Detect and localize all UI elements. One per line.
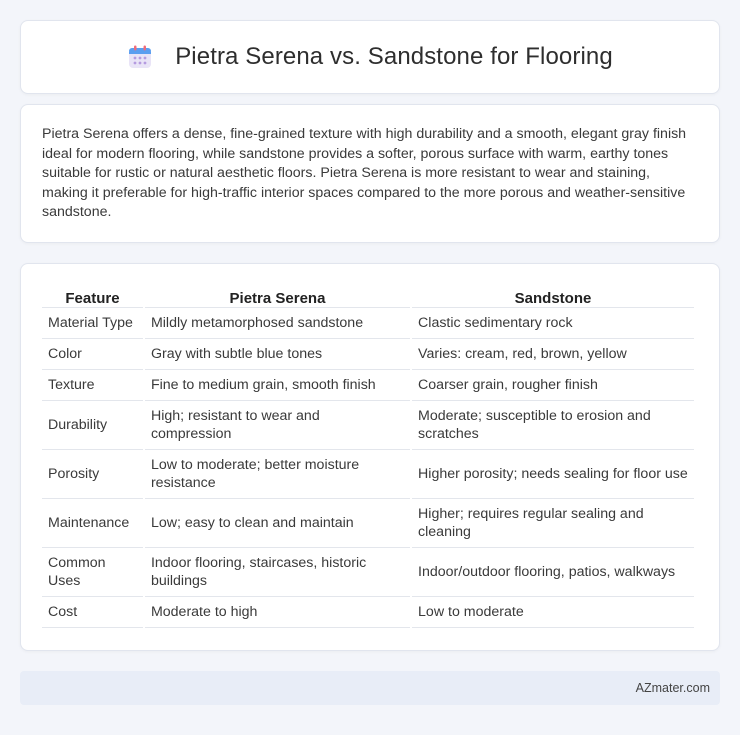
summary-text: Pietra Serena offers a dense, fine-grained texture with high durability and a smooth, elegant gray finish ideal for modern flooring, while sandstone provides a softer, porous surface with warm, earthy tones suitable for rustic or natural aesthetic floors. Pietra Serena is more resistant to wear and staining, making it preferable for high-traffic interior spaces compared to the more porous and weather-sensitive sandstone. <box>42 126 687 220</box>
footer-site-name: AZmater.com <box>635 681 710 695</box>
sandstone-cell: Moderate; susceptible to erosion and scratches <box>412 401 694 450</box>
sandstone-cell: Low to moderate <box>412 597 694 628</box>
feature-cell: Cost <box>42 597 143 628</box>
feature-cell: Material Type <box>42 308 143 339</box>
sandstone-cell: Indoor/outdoor flooring, patios, walkways <box>412 548 694 597</box>
summary-card <box>20 104 720 243</box>
pietra-serena-cell: Moderate to high <box>145 597 410 628</box>
table-row <box>42 308 694 339</box>
title-card <box>20 20 720 94</box>
table-row <box>42 450 694 499</box>
table-row <box>42 499 694 548</box>
table-row <box>42 339 694 370</box>
table-row <box>42 548 694 597</box>
sandstone-cell: Clastic sedimentary rock <box>412 308 694 339</box>
sandstone-cell: Higher porosity; needs sealing for floor use <box>412 450 694 499</box>
feature-cell: Texture <box>42 370 143 401</box>
sandstone-cell: Higher; requires regular sealing and cleaning <box>412 499 694 548</box>
footer <box>20 671 720 705</box>
comparison-table <box>40 286 696 628</box>
feature-cell: Durability <box>42 401 143 450</box>
pietra-serena-cell: Indoor flooring, staircases, historic buildings <box>145 548 410 597</box>
column-header-feature: Feature <box>42 286 143 308</box>
feature-cell: Porosity <box>42 450 143 499</box>
pietra-serena-cell: Fine to medium grain, smooth finish <box>145 370 410 401</box>
table-row <box>42 370 694 401</box>
pietra-serena-cell: High; resistant to wear and compression <box>145 401 410 450</box>
sandstone-cell: Coarser grain, rougher finish <box>412 370 694 401</box>
pietra-serena-cell: Low to moderate; better moisture resistance <box>145 450 410 499</box>
feature-cell: Color <box>42 339 143 370</box>
pietra-serena-cell: Gray with subtle blue tones <box>145 339 410 370</box>
pietra-serena-cell: Mildly metamorphosed sandstone <box>145 308 410 339</box>
sandstone-cell: Varies: cream, red, brown, yellow <box>412 339 694 370</box>
pietra-serena-cell: Low; easy to clean and maintain <box>145 499 410 548</box>
table-row <box>42 401 694 450</box>
calendar-icon <box>127 44 153 70</box>
column-header-sandstone: Sandstone <box>412 286 694 308</box>
table-header-row <box>42 286 694 308</box>
page-title: Pietra Serena vs. Sandstone for Flooring <box>175 43 613 70</box>
column-header-pietra-serena: Pietra Serena <box>145 286 410 308</box>
feature-cell: Common Uses <box>42 548 143 597</box>
comparison-table-card <box>20 263 720 651</box>
feature-cell: Maintenance <box>42 499 143 548</box>
table-row <box>42 597 694 628</box>
